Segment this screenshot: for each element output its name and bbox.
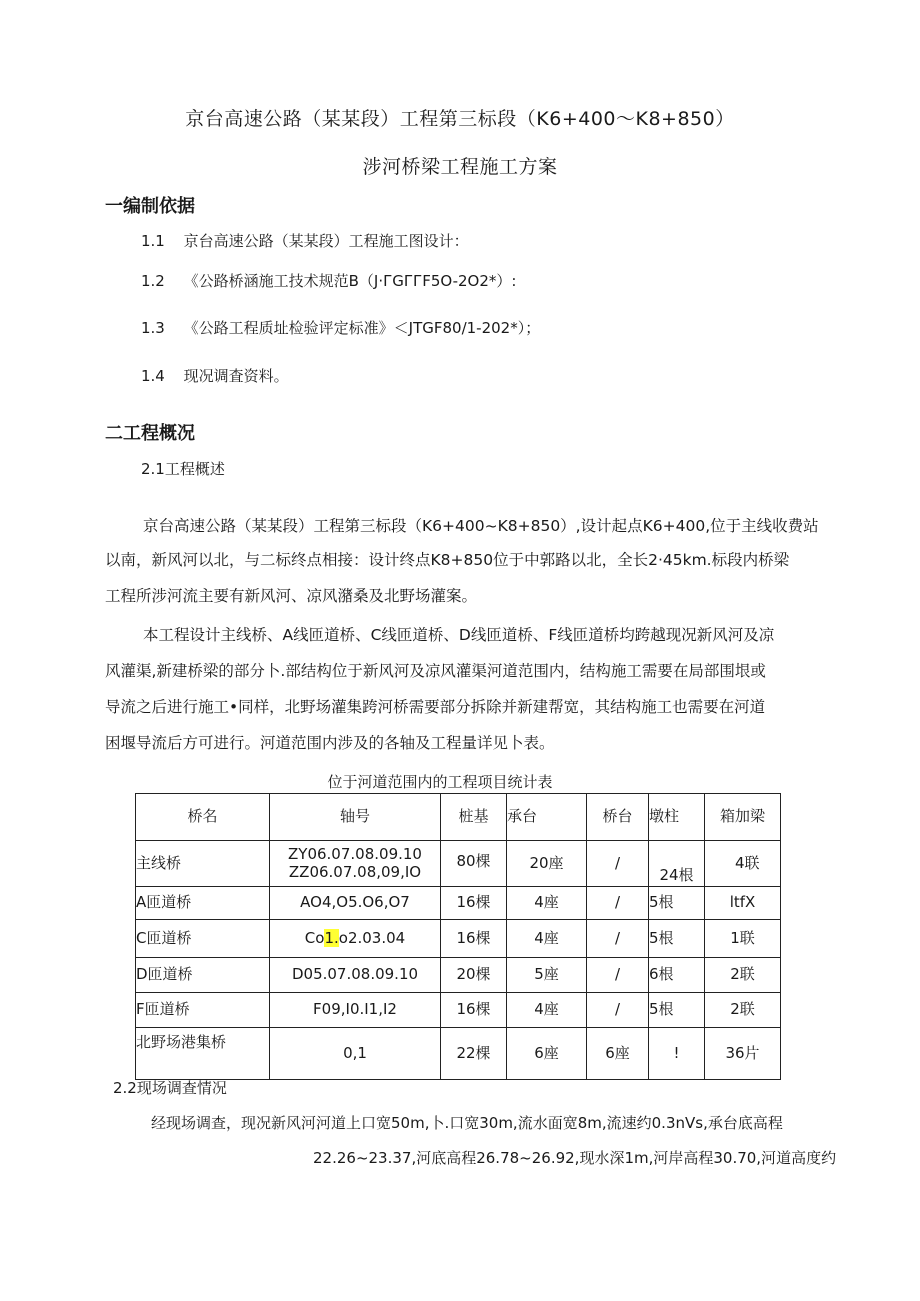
pier-cell: 5根 [649, 887, 705, 920]
column-header: 桥名 [136, 794, 270, 841]
basis-item-number: 1.2 [141, 272, 165, 290]
section-heading-overview: 二工程概况 [105, 423, 195, 444]
paragraph-line: 以南，新风河以北，与二标终点相接：设计终点K8+850位于中郭路以北，全长2·45km.标段内桥梁 [105, 551, 790, 569]
table-row [136, 920, 781, 958]
cap-cell: 5座 [507, 958, 587, 993]
basis-item-number: 1.4 [141, 367, 165, 385]
axis-cell: 0,1 [270, 1028, 441, 1080]
beam-cell: 4联 [705, 841, 781, 887]
subsection-heading-overview: 2.1工程概述 [141, 460, 225, 478]
basis-item-number: 1.3 [141, 319, 165, 337]
paragraph-line: 工程所涉河流主要有新风河、凉风潴桑及北野场灌案。 [105, 587, 478, 605]
paragraph-line: 导流之后进行施工•同样，北野场灌集跨河桥需要部分拆除并新建帮宽，其结构施工也需要在河道 [105, 698, 766, 716]
beam-cell: 36片 [705, 1028, 781, 1080]
paragraph-line: 22.26~23.37,河底高程26.78~26.92,现水深1m,河岸高程30.70,河道高度约 [313, 1149, 837, 1167]
pile-cell: 16棵 [441, 993, 507, 1028]
axis-text-start: Co [304, 928, 325, 947]
pier-cell: 5根 [649, 920, 705, 958]
axis-cell [270, 920, 441, 958]
project-statistics-table [135, 793, 781, 1080]
beam-cell: 2联 [705, 958, 781, 993]
table-row [136, 993, 781, 1028]
abutment-cell: / [587, 993, 649, 1028]
cap-cell: 4座 [507, 993, 587, 1028]
pile-cell: 16棵 [441, 920, 507, 958]
section-heading-basis: 一编制依据 [105, 196, 195, 217]
pier-cell: 24根 [649, 841, 705, 887]
paragraph-line: 本工程设计主线桥、A线匝道桥、C线匝道桥、D线匝道桥、F线匝道桥均跨越现况新风河及凉 [143, 626, 775, 644]
table-row [136, 1028, 781, 1080]
document-subtitle: 涉河桥梁工程施工方案 [362, 156, 558, 178]
subsection-heading-survey: 2.2现场调查情况 [113, 1079, 227, 1097]
axis-cell: AO4,O5.O6,O7 [270, 887, 441, 920]
abutment-cell: / [587, 920, 649, 958]
pile-cell: 20棵 [441, 958, 507, 993]
pile-cell: 16棵 [441, 887, 507, 920]
table-row [136, 841, 781, 887]
axis-cell: F09,I0.I1,I2 [270, 993, 441, 1028]
pier-cell: 5根 [649, 993, 705, 1028]
axis-line: ZZ06.07.08,09,IO [288, 862, 422, 881]
beam-cell: ltfX [705, 887, 781, 920]
axis-text-end: o2.03.04 [338, 928, 406, 947]
basis-item [141, 365, 289, 386]
bridge-name-cell: C匝道桥 [136, 920, 270, 958]
table-row [136, 887, 781, 920]
pier-cell: 6根 [649, 958, 705, 993]
abutment-cell: / [587, 958, 649, 993]
bridge-name-cell: A匝道桥 [136, 887, 270, 920]
table-row [136, 958, 781, 993]
axis-cell: D05.07.08.09.10 [270, 958, 441, 993]
column-header: 墩柱 [649, 794, 705, 841]
column-header: 箱加梁 [705, 794, 781, 841]
beam-cell: 1联 [705, 920, 781, 958]
basis-item-number: 1.1 [141, 232, 165, 250]
basis-item [141, 230, 469, 251]
axis-cell [270, 841, 441, 887]
cap-cell: 6座 [507, 1028, 587, 1080]
document-title: 京台高速公路（某某段）工程第三标段（K6+400～K8+850） [185, 108, 735, 130]
basis-item-text: 现况调査资料。 [183, 367, 289, 385]
paragraph-line: 风灌渠,新建桥梁的部分卜.部结构位于新风河及凉风灌渠河道范围内，结构施工需要在局部围垠或 [105, 662, 766, 680]
basis-item-text: 《公路桥涵施工技术规范B（J·ГGГГF5O-2O2*）: [183, 272, 517, 290]
cap-cell: 20座 [507, 841, 587, 887]
axis-highlight: 1. [324, 928, 339, 947]
basis-item [141, 317, 540, 338]
bridge-name-cell: D匝道桥 [136, 958, 270, 993]
pile-cell: 80棵 [441, 841, 507, 887]
column-header: 承台 [507, 794, 587, 841]
basis-item [141, 270, 516, 291]
bridge-name-cell: F匝道桥 [136, 993, 270, 1028]
table-header-row [136, 794, 781, 841]
table-caption: 位于河道范围内的工程项目统计表 [327, 773, 553, 791]
axis-line: ZY06.07.08.09.10 [288, 845, 422, 864]
pile-cell: 22棵 [441, 1028, 507, 1080]
bridge-name-cell: 主线桥 [136, 841, 270, 887]
basis-item-text: 《公路工程质址检验评定标准》＜JTGF80/1-202*）； [183, 319, 541, 337]
column-header: 轴号 [270, 794, 441, 841]
beam-cell: 2联 [705, 993, 781, 1028]
pier-cell: ! [649, 1028, 705, 1080]
cap-cell: 4座 [507, 887, 587, 920]
abutment-cell: / [587, 841, 649, 887]
paragraph-line: 经现场调查，现况新风河河道上口宽50m,卜.口宽30m,流水面宽8m,流速约0.3nVs,承台底高程 [151, 1114, 783, 1132]
basis-item-text: 京台高速公路（某某段）工程施工图设计： [183, 232, 469, 250]
bridge-name-cell: 北野场港集桥 [136, 1028, 270, 1080]
column-header: 桩基 [441, 794, 507, 841]
abutment-cell: 6座 [587, 1028, 649, 1080]
paragraph-line: 京台高速公路（某某段）工程第三标段（K6+400~K8+850）,设计起点K6+400,位于主线收费站 [143, 517, 819, 535]
abutment-cell: / [587, 887, 649, 920]
cap-cell: 4座 [507, 920, 587, 958]
paragraph-line: 困堰导流后方可进行。河道范围内涉及的各轴及工程量详见卜表。 [105, 734, 555, 752]
column-header: 桥台 [587, 794, 649, 841]
